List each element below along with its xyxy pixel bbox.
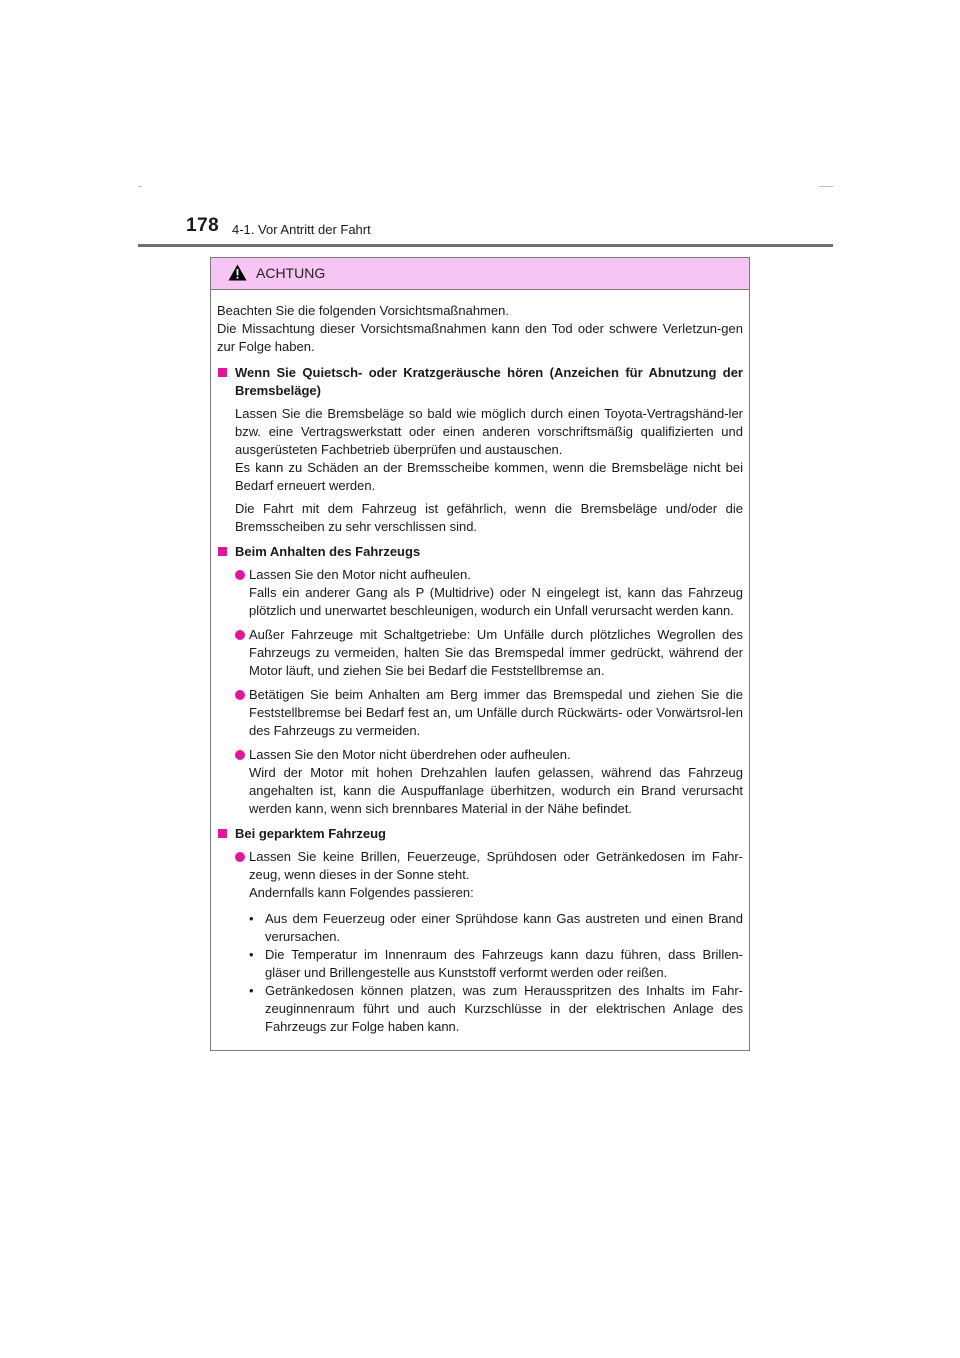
- section-paragraph: Lassen Sie die Bremsbeläge so bald wie möglich durch einen Toyota-Vertragshänd-ler bzw. eine Vertragswerkstatt oder einen anderen vorschriftsmäßig qualifizierten und ausgerüsteten Fachbetrieb überprüfen und austauschen.: [235, 406, 743, 457]
- list-item-text: Lassen Sie keine Brillen, Feuerzeuge, Sprühdosen oder Getränkedosen im Fahr-zeug, wenn dieses in der Sonne steht.: [249, 849, 743, 882]
- warning-title: ACHTUNG: [256, 265, 326, 281]
- square-bullet-icon: [218, 368, 227, 377]
- sub-list: [249, 910, 743, 1036]
- list-item: [235, 746, 743, 818]
- warning-header: [211, 258, 749, 290]
- sub-list-item-text: Getränkedosen können platzen, was zum Herausspritzen des Inhalts im Fahr-zeuginnenraum führt und auch Kurzschlüsse in der elektrischen Anlage des Fahrzeugs zur Folge haben kann.: [265, 983, 743, 1034]
- section-parked: [217, 825, 743, 1036]
- square-bullet-icon: [218, 547, 227, 556]
- list-item: [235, 566, 743, 620]
- section-paragraph: Es kann zu Schäden an der Bremsscheibe kommen, wenn die Bremsbeläge nicht bei Bedarf erneuert werden.: [235, 460, 743, 493]
- section-stopping: [217, 543, 743, 818]
- list-item-text: Falls ein anderer Gang als P (Multidrive) oder N eingelegt ist, kann das Fahrzeug plötzlich und unerwartet beschleunigen, wodurch ein Unfall verursacht werden kann.: [249, 585, 743, 618]
- section-paragraph: Die Fahrt mit dem Fahrzeug ist gefährlich, wenn die Bremsbeläge und/oder die Bremsscheiben zu sehr verschlissen sind.: [235, 501, 743, 534]
- sub-list-item: [249, 982, 743, 1036]
- list-item-text: Lassen Sie den Motor nicht überdrehen oder aufheulen.: [249, 747, 571, 762]
- dot-bullet-icon: •: [249, 947, 254, 962]
- dot-bullet-icon: •: [249, 983, 254, 998]
- list-item: [235, 848, 743, 1036]
- list-item-text: Andernfalls kann Folgendes passieren:: [249, 885, 474, 900]
- page-number: 178: [186, 215, 220, 236]
- sub-list-item-text: Aus dem Feuerzeug oder einer Sprühdose kann Gas austreten und einen Brand verursachen.: [265, 911, 743, 944]
- warning-body: [211, 290, 749, 1036]
- section-brake-noise: [217, 364, 743, 536]
- circle-bullet-icon: [235, 852, 245, 862]
- crop-mark-right: [819, 186, 833, 187]
- square-bullet-icon: [218, 829, 227, 838]
- list-item-text: Wird der Motor mit hohen Drehzahlen laufen gelassen, während das Fahrzeug angehalten ist, kann die Auspuffanlage überhitzen, wodurch ein Brand verursacht werden kann, wenn sich brennbares Material in der Nähe befindet.: [249, 765, 743, 816]
- sub-list-item-text: Die Temperatur im Innenraum des Fahrzeugs kann dazu führen, dass Brillen-gläser und Brillengestelle aus Kunststoff verformt werden oder reißen.: [265, 947, 743, 980]
- sub-list-item: [249, 910, 743, 946]
- crop-mark-left: [138, 186, 142, 187]
- section-heading: Bei geparktem Fahrzeug: [235, 826, 386, 841]
- dot-bullet-icon: •: [249, 911, 254, 926]
- list-item-text: Lassen Sie den Motor nicht aufheulen.: [249, 567, 471, 582]
- circle-bullet-icon: [235, 690, 245, 700]
- list-item: [235, 686, 743, 740]
- circle-bullet-icon: [235, 630, 245, 640]
- list-item-text: Betätigen Sie beim Anhalten am Berg immer das Bremspedal und ziehen Sie die Feststellbremse bei Bedarf fest an, um Unfälle durch Rückwärts- oder Vorwärtsrol-len des Fahrzeugs zu vermeiden.: [249, 687, 743, 738]
- warning-triangle-icon: [228, 264, 247, 281]
- list-item: [235, 626, 743, 680]
- warning-box: [210, 257, 750, 1051]
- section-title: 4-1. Vor Antritt der Fahrt: [232, 222, 371, 237]
- circle-bullet-icon: [235, 750, 245, 760]
- list-item-text: Außer Fahrzeuge mit Schaltgetriebe: Um Unfälle durch plötzliches Wegrollen des Fahrzeugs zu vermeiden, halten Sie das Bremspedal immer gedrückt, während der Motor läuft, und ziehen Sie bei Bedarf die Feststellbremse an.: [249, 627, 743, 678]
- header-divider: [138, 244, 833, 247]
- intro-text: Beachten Sie die folgenden Vorsichtsmaßnahmen.: [217, 303, 509, 318]
- circle-bullet-icon: [235, 570, 245, 580]
- intro-text: Die Missachtung dieser Vorsichtsmaßnahmen kann den Tod oder schwere Verletzun-gen zur Folge haben.: [217, 321, 743, 354]
- section-heading: Beim Anhalten des Fahrzeugs: [235, 544, 421, 559]
- section-heading: Wenn Sie Quietsch- oder Kratzgeräusche hören (Anzeichen für Abnutzung der Bremsbeläge): [235, 365, 743, 398]
- sub-list-item: [249, 946, 743, 982]
